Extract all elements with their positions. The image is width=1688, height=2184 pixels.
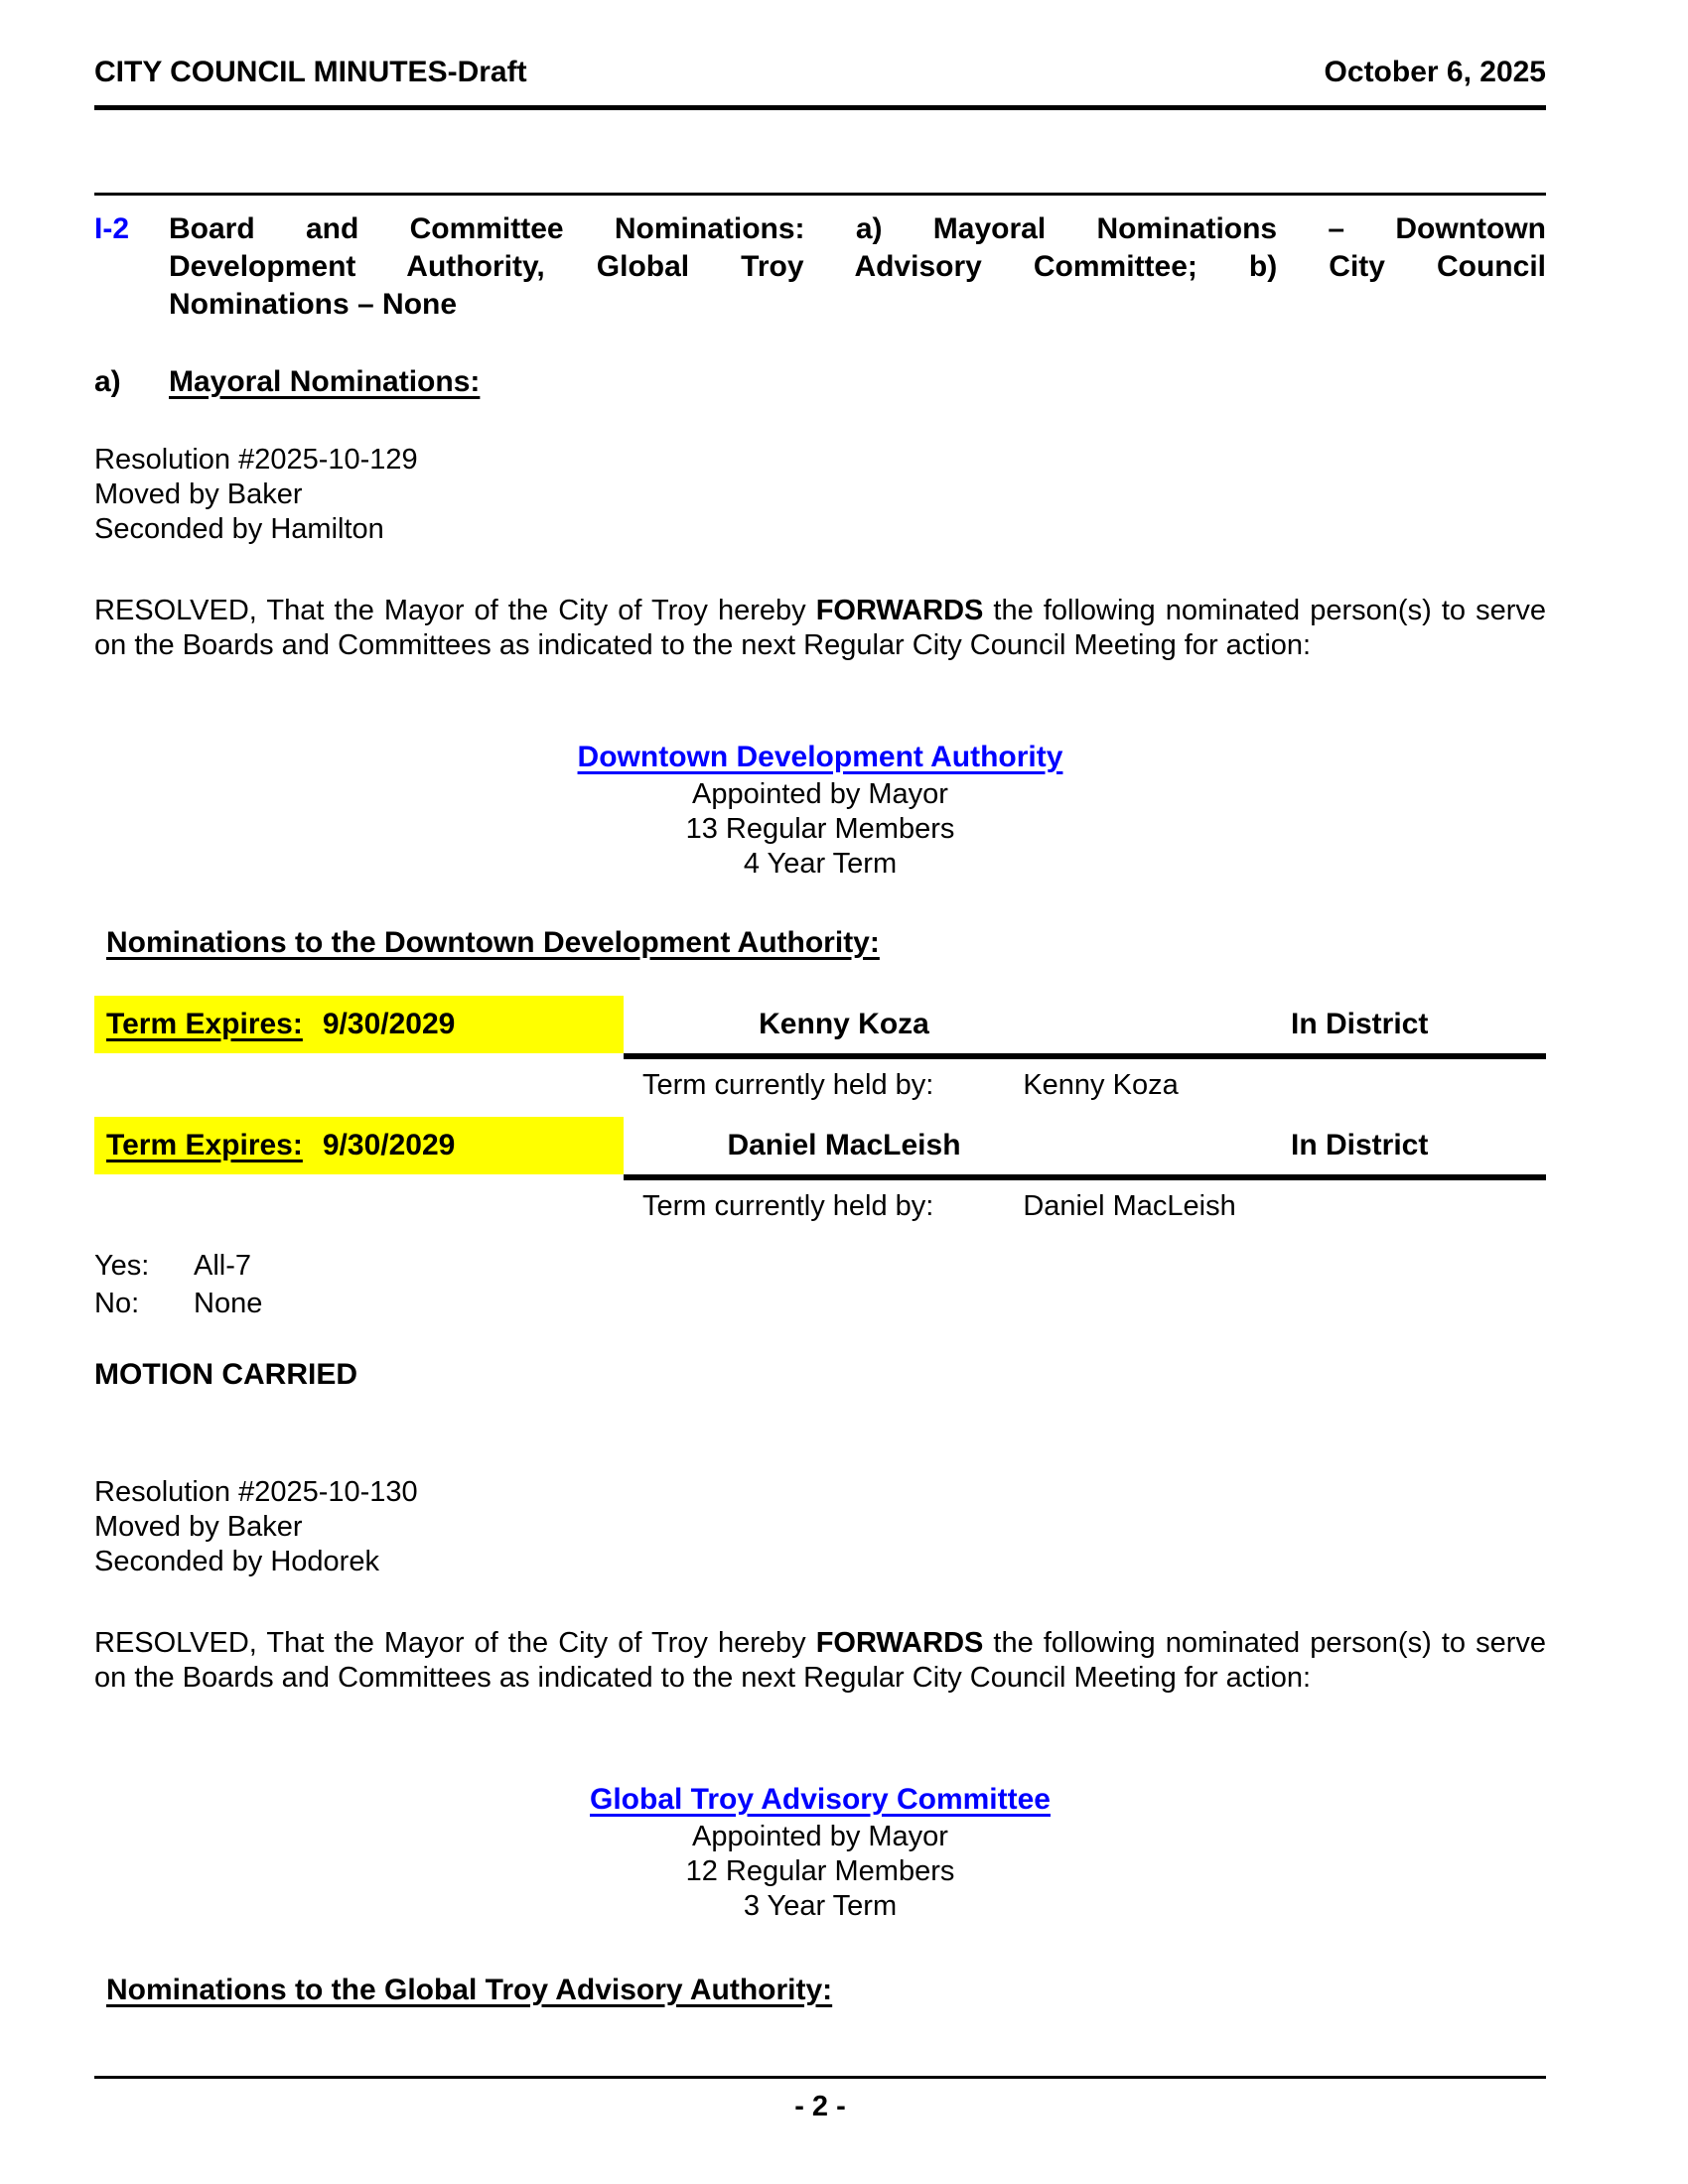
subsection-a-label: a) [94,365,121,398]
resolution-2-text-post: the following nominated person(s) to serve on the Boards and Committees as indicated to the next Regular City Council Meeting for action: [94,1627,1546,1694]
agenda-item-number: I-2 [94,212,130,245]
row-underline [624,1174,1546,1180]
gtac-link[interactable]: Global Troy Advisory Committee [590,1783,1051,1816]
dda-members: 13 Regular Members [685,813,955,845]
document-date: October 6, 2025 [1324,56,1546,88]
motion-carried: MOTION CARRIED [94,1358,357,1391]
nominee-name: Daniel MacLeish [727,1129,961,1161]
resolution-2-seconded: Seconded by Hodorek [94,1546,379,1577]
vote-no-label: No: [94,1288,140,1319]
nomination-row [94,1117,1546,1180]
dda-link[interactable]: Downtown Development Authority [577,741,1063,773]
term-held-label: Term currently held by: [642,1190,934,1222]
term-held-label: Term currently held by: [642,1069,934,1101]
dda-term: 4 Year Term [743,848,898,880]
vote-yes-value: All-7 [194,1250,252,1282]
resolution-1-seconded: Seconded by Hamilton [94,513,384,545]
dda-block [94,738,1546,882]
resolution-1-text-pre: RESOLVED, That the Mayor of the City of Troy hereby [94,595,816,626]
term-held-value: Kenny Koza [1023,1069,1179,1101]
vote-no-line [94,1285,1546,1322]
resolution-2-text [94,1626,1546,1696]
page-footer [94,2076,1546,2123]
vote-no-value: None [194,1288,263,1319]
resolution-1-moved: Moved by Baker [94,478,303,510]
resolution-2-forwards: FORWARDS [815,1627,984,1659]
gtac-nominations-heading: Nominations to the Global Troy Advisory Authority: [106,1974,833,2006]
resolution-1-number: Resolution #2025-10-129 [94,444,418,476]
resolution-2-text-pre: RESOLVED, That the Mayor of the City of Troy hereby [94,1627,816,1659]
resolution-2-block [94,1475,1546,1579]
section-divider [94,193,1546,196]
dda-nominations-heading: Nominations to the Downtown Development Authority: [106,926,880,959]
page-header [94,54,1546,110]
term-expires-label: Term Expires: [106,1008,303,1040]
agenda-item-title-line2: Development Authority, Global Troy Advisory Committee; b) City Council [169,250,1546,283]
agenda-item-title-line1: Board and Committee Nominations: a) Mayoral Nominations – Downtown [169,212,1546,245]
dda-appointed: Appointed by Mayor [692,778,948,810]
nominee-district: In District [1291,1008,1429,1040]
resolution-2-moved: Moved by Baker [94,1511,303,1543]
gtac-term: 3 Year Term [743,1890,898,1922]
term-held-line [94,1189,1688,1224]
term-expires-date: 9/30/2029 [322,1008,456,1040]
vote-tally [94,1247,1546,1322]
subsection-a-heading [94,363,1546,401]
subsection-a-title: Mayoral Nominations: [169,365,481,398]
resolution-2-number: Resolution #2025-10-130 [94,1476,418,1508]
page-number: - 2 - [794,2091,846,2122]
nominee-name: Kenny Koza [759,1008,929,1040]
nomination-row [94,996,1546,1059]
agenda-item-title [169,210,1546,324]
resolution-1-text-post: the following nominated person(s) to serve on the Boards and Committees as indicated to the next Regular City Council Meeting for action: [94,595,1546,661]
document-title: CITY COUNCIL MINUTES-Draft [94,56,527,88]
agenda-item-heading [94,210,1546,324]
agenda-item-title-line3: Nominations – None [169,288,458,321]
gtac-appointed: Appointed by Mayor [692,1821,948,1852]
vote-yes-label: Yes: [94,1250,150,1282]
term-held-value: Daniel MacLeish [1023,1190,1236,1222]
nominee-district: In District [1291,1129,1429,1161]
gtac-block [94,1780,1546,1924]
vote-yes-line [94,1247,1546,1285]
term-expires-label: Term Expires: [106,1129,303,1161]
term-expires-date: 9/30/2029 [322,1129,456,1161]
resolution-1-text [94,594,1546,663]
term-held-line [94,1068,1688,1103]
gtac-members: 12 Regular Members [685,1855,955,1887]
resolution-1-block [94,443,1546,547]
row-underline [624,1053,1546,1059]
resolution-1-forwards: FORWARDS [815,595,984,626]
